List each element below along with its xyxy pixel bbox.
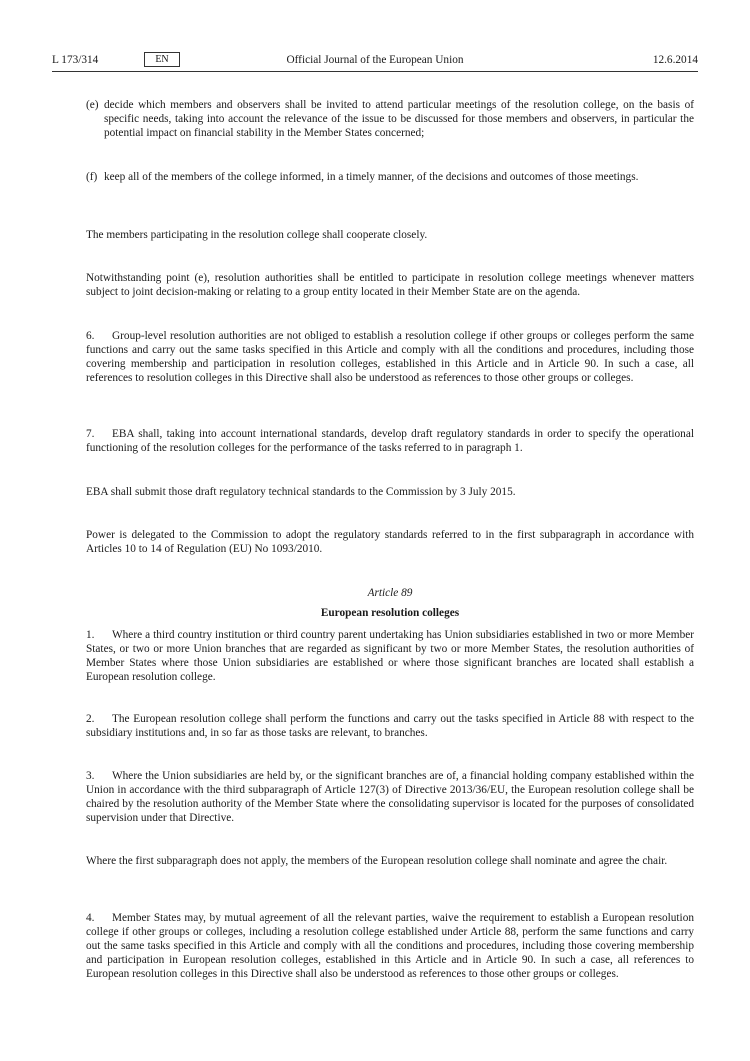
paragraph-number: 7. [86, 428, 95, 440]
article-paragraph-chair: Where the first subparagraph does not apply, the members of the European resolution college shall nominate and agree the chair. [86, 855, 668, 867]
article-title: European resolution colleges [320, 607, 460, 619]
paragraph-number: 4. [86, 912, 95, 924]
list-item-text: decide which members and observers shall be invited to attend particular meetings of the resolution college, on the basis of specific needs, taking into account the relevance of the issue to be discussed for those members and observers, in particular the potential impact on financial stability in the Member States concerned; [104, 99, 694, 139]
list-item-label: (e) [86, 99, 99, 111]
article-paragraph-2: 2. The European resolution college shall perform the functions and carry out the tasks specified in Article 88 with respect to the subsidiary institutions and, in so far as those tasks are relevant, to branches. [86, 713, 694, 739]
article-paragraph-3: 3. Where the Union subsidiaries are held by, or the significant branches are of, a financial holding company established within the Union in accordance with the third subparagraph of Article 127(3) of Directive 2013/36/EU, the European resolution college shall be chaired by the resolution authority of the Member State where the consolidating supervisor is located for the purposes of consolidated supervision under that Directive. [86, 770, 694, 824]
page-reference: L 173/314 [52, 54, 99, 66]
list-item-label: (f) [86, 171, 98, 183]
paragraph-power-delegated: Power is delegated to the Commission to adopt the regulatory standards referred to in the first subparagraph in accordance with Articles 10 to 14 of Regulation (EU) No 1093/2010. [86, 529, 694, 555]
article-number: Article 89 [367, 587, 413, 599]
article-paragraph-1: 1. Where a third country institution or third country parent undertaking has Union subsidiaries established in two or more Member States, or two or more Union branches that are regarded as significant by two or more Member States, the resolution authorities of Member States where those Union subsidiaries are established or where those significant branches are located shall establish a European resolution college. [86, 629, 694, 683]
language-badge: EN [144, 52, 180, 67]
journal-title: Official Journal of the European Union [286, 54, 464, 66]
page-header [52, 53, 698, 72]
paragraph-cooperation: The members participating in the resolution college shall cooperate closely. [86, 229, 428, 241]
list-item-e [86, 98, 694, 140]
list-item-f [86, 170, 694, 184]
paragraph-number: 3. [86, 770, 95, 782]
paragraph-number: 1. [86, 629, 95, 641]
paragraph-6: 6. Group-level resolution authorities are not obliged to establish a resolution college if other groups or colleges perform the same functions and carry out the same tasks specified in this Article and comply with all the conditions and procedures, including those covering membership and participation in resolution colleges, established in this Article and in Article 90. In such a case, all references to resolution colleges in this Directive shall also be understood as references to those other groups or colleges. [86, 330, 694, 384]
paragraph-eba-submit: EBA shall submit those draft regulatory technical standards to the Commission by 3 July 2015. [86, 486, 516, 498]
publication-date: 12.6.2014 [652, 54, 698, 66]
paragraph-number: 2. [86, 713, 95, 725]
list-item-text: keep all of the members of the college informed, in a timely manner, of the decisions and outcomes of those meetings. [104, 171, 639, 183]
paragraph-notwithstanding: Notwithstanding point (e), resolution authorities shall be entitled to participate in resolution college meetings whenever matters subject to joint decision-making or relating to a group entity located in their Member State are on the agenda. [86, 272, 694, 298]
article-paragraph-4: 4. Member States may, by mutual agreement of all the relevant parties, waive the requirement to establish a European resolution college if other groups or colleges, including a resolution college established under Article 88, perform the same functions and carry out the same tasks specified in this Article and comply with all the conditions and procedures, including those covering membership and participation in European resolution colleges, established in this Article and in Article 90. In such a case, all references to European resolution colleges in this Directive shall also be understood as references to those other groups or colleges. [86, 912, 694, 980]
paragraph-number: 6. [86, 330, 95, 342]
paragraph-7: 7. EBA shall, taking into account international standards, develop draft regulatory standards in order to specify the operational functioning of the resolution colleges for the performance of the tasks referred to in paragraph 1. [86, 428, 694, 454]
